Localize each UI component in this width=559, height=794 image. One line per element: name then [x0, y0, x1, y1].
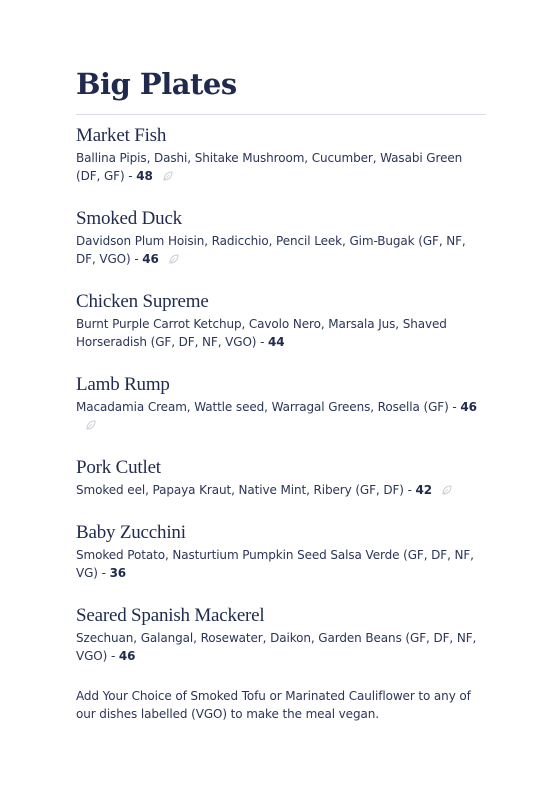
- leaf-icon: [167, 252, 181, 266]
- dish-description: [76, 149, 486, 185]
- leaf-icon: [440, 483, 454, 497]
- menu-item: [76, 604, 486, 665]
- dish-name: Baby Zucchini: [76, 522, 186, 543]
- menu-item: [76, 124, 486, 185]
- dish-name: Chicken Supreme: [76, 291, 209, 312]
- dish-description: [76, 232, 486, 268]
- dish-price: 44: [268, 335, 285, 349]
- dish-ingredients: Macadamia Cream, Wattle seed, Warragal Greens, Rosella (GF) -: [76, 400, 461, 414]
- leaf-icon: [161, 169, 175, 183]
- dish-price: 46: [460, 400, 477, 414]
- section-title: Big Plates: [76, 67, 237, 101]
- dish-price: 46: [118, 649, 136, 663]
- dish-name: Seared Spanish Mackerel: [76, 605, 265, 626]
- dish-description: [76, 546, 486, 582]
- menu-item: [76, 456, 486, 499]
- dish-list: [76, 124, 486, 665]
- dish-name: Lamb Rump: [76, 374, 170, 395]
- dish-price: 36: [109, 566, 127, 580]
- leaf-icon: [84, 418, 98, 432]
- dish-ingredients: Ballina Pipis, Dashi, Shitake Mushroom, Cucumber, Wasabi Green (DF, GF) -: [76, 151, 463, 183]
- dish-ingredients: Burnt Purple Carrot Ketchup, Cavolo Nero, Marsala Jus, Shaved Horseradish (GF, DF, NF, VGO) -: [76, 317, 447, 349]
- dish-name: Pork Cutlet: [76, 457, 161, 478]
- dish-name: Market Fish: [76, 125, 167, 146]
- dish-description: [76, 481, 486, 499]
- vegan-note: Add Your Choice of Smoked Tofu or Marinated Cauliflower to any of our dishes labelled (VGO) to make the meal vegan.: [76, 689, 471, 721]
- menu-item: [76, 207, 486, 268]
- menu-item: [76, 373, 486, 434]
- dish-ingredients: Davidson Plum Hoisin, Radicchio, Pencil Leek, Gim-Bugak (GF, NF, DF, VGO) -: [76, 234, 466, 266]
- menu-item: [76, 521, 486, 582]
- dish-ingredients: Szechuan, Galangal, Rosewater, Daikon, Garden Beans (GF, DF, NF, VGO) -: [76, 631, 477, 663]
- dish-description: [76, 398, 486, 434]
- dish-ingredients: Smoked Potato, Nasturtium Pumpkin Seed Salsa Verde (GF, DF, NF, VG) -: [76, 548, 474, 580]
- dish-name: Smoked Duck: [76, 208, 182, 229]
- dish-description: [76, 629, 486, 665]
- dish-ingredients: Smoked eel, Papaya Kraut, Native Mint, Ribery (GF, DF) -: [76, 483, 416, 497]
- title-divider: [76, 114, 486, 115]
- dish-price: 48: [136, 169, 153, 183]
- dish-price: 42: [415, 483, 433, 497]
- menu-item: [76, 290, 486, 351]
- dish-description: [76, 315, 486, 351]
- menu-page: [76, 64, 486, 723]
- dish-price: 46: [142, 252, 159, 266]
